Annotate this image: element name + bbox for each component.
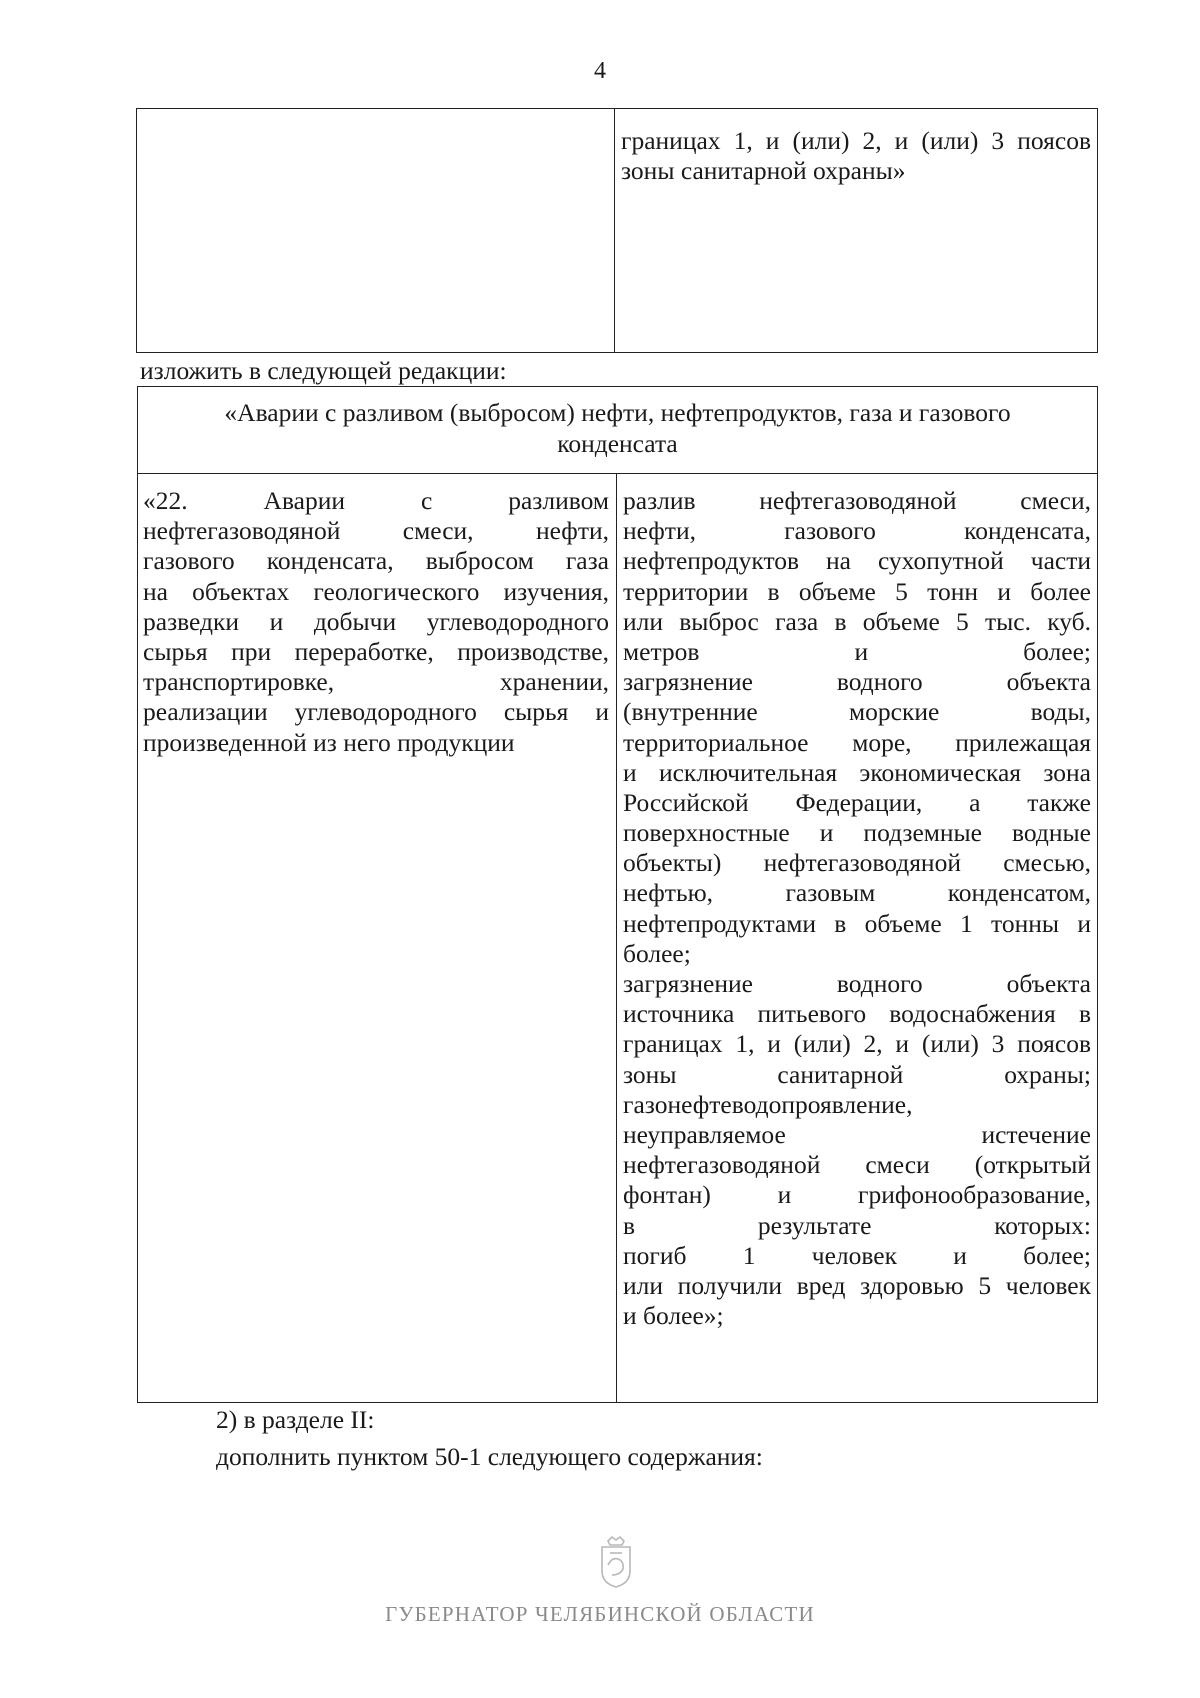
table-header-divider [137, 473, 1098, 474]
table-right-line: территориальное море, прилежащая [623, 727, 1091, 757]
table-right-line: объекты) нефтегазоводяной смесью, [623, 848, 1091, 878]
table-right-line: или выброс газа в объеме 5 тыс. куб. [623, 606, 1091, 636]
table-left-cell [143, 486, 609, 758]
table-right-line: нефтью, газовым конденсатом, [623, 878, 1091, 908]
table-right-line: и исключительная экономическая зона [623, 757, 1091, 787]
table-right-line: (внутренние морские воды, [623, 697, 1091, 727]
table-right-line: в результате которых: [623, 1210, 1091, 1240]
coat-of-arms-icon [596, 1535, 636, 1589]
table-left-line: газового конденсата, выбросом газа [143, 546, 609, 576]
table-right-line: Российской Федерации, а также [623, 787, 1091, 817]
page-number: 4 [594, 58, 606, 84]
table-right-line: территории в объеме 5 тонн и более [623, 576, 1091, 606]
table-right-line: поверхностные и подземные водные [623, 818, 1091, 848]
table-right-line: и более»; [623, 1301, 724, 1331]
table-right-line: неуправляемое истечение [623, 1119, 1091, 1149]
footer-governor-label: ГУБЕРНАТОР ЧЕЛЯБИНСКОЙ ОБЛАСТИ [385, 1602, 815, 1626]
table-header-line: «Аварии с разливом (выбросом) нефти, нефтепродуктов, газа и газового [224, 398, 1011, 427]
table-right-line: нефтегазоводяной смеси (открытый [623, 1150, 1091, 1180]
table-right-line: зоны санитарной охраны; [623, 1059, 1091, 1089]
table-left-line: разведки и добычи углеводородного [143, 606, 609, 636]
table-right-line: границах 1, и (или) 2, и (или) 3 поясов [623, 1029, 1091, 1059]
table-right-line: источника питьевого водоснабжения в [623, 999, 1091, 1029]
table-continuation-divider [614, 108, 615, 353]
table-continuation-right-cell [621, 126, 1091, 186]
table-right-line: метров и более; [623, 636, 1091, 666]
table-left-line: сырья при переработке, производстве, [143, 636, 609, 666]
table-right-line: загрязнение водного объекта [623, 969, 1091, 998]
table-right-cell [623, 486, 1091, 1331]
table-right-line: нефтепродуктов на сухопутной части [623, 546, 1091, 576]
table-header-line: конденсата [557, 429, 678, 458]
table-right-line: фонтан) и грифонообразование, [623, 1180, 1091, 1210]
table-left-line: нефтегазоводяной смеси, нефти, [143, 516, 609, 546]
instruction-text: изложить в следующей редакции: [140, 356, 507, 385]
table-continuation-line: границах 1, и (или) 2, и (или) 3 поясов [621, 126, 1091, 155]
table-header-cell [140, 397, 1095, 459]
table-continuation-line: зоны санитарной охраны» [621, 156, 906, 186]
table-right-line: газонефтеводопроявление, [623, 1089, 913, 1119]
table-right-line: более; [623, 938, 691, 968]
table-right-line: или получили вред здоровью 5 человек [623, 1270, 1091, 1300]
paragraph-add-item: дополнить пунктом 50-1 следующего содержания: [216, 1442, 763, 1471]
table-left-line: реализации углеводородного сырья и [143, 697, 609, 727]
table-right-line: погиб 1 человек и более; [623, 1240, 1091, 1270]
table-left-line: «22. Аварии с разливом [143, 486, 609, 515]
table-column-divider [616, 473, 617, 1403]
table-right-line: разлив нефтегазоводяной смеси, [623, 486, 1091, 515]
table-right-line: нефтепродуктами в объеме 1 тонны и [623, 908, 1091, 938]
table-left-line: произведенной из него продукции [143, 727, 515, 757]
table-left-line: на объектах геологического изучения, [143, 576, 609, 606]
table-right-line: загрязнение водного объекта [623, 667, 1091, 697]
table-right-line: нефти, газового конденсата, [623, 516, 1091, 546]
table-left-line: транспортировке, хранении, [143, 667, 609, 697]
paragraph-section-ii: 2) в разделе II: [216, 1405, 375, 1434]
